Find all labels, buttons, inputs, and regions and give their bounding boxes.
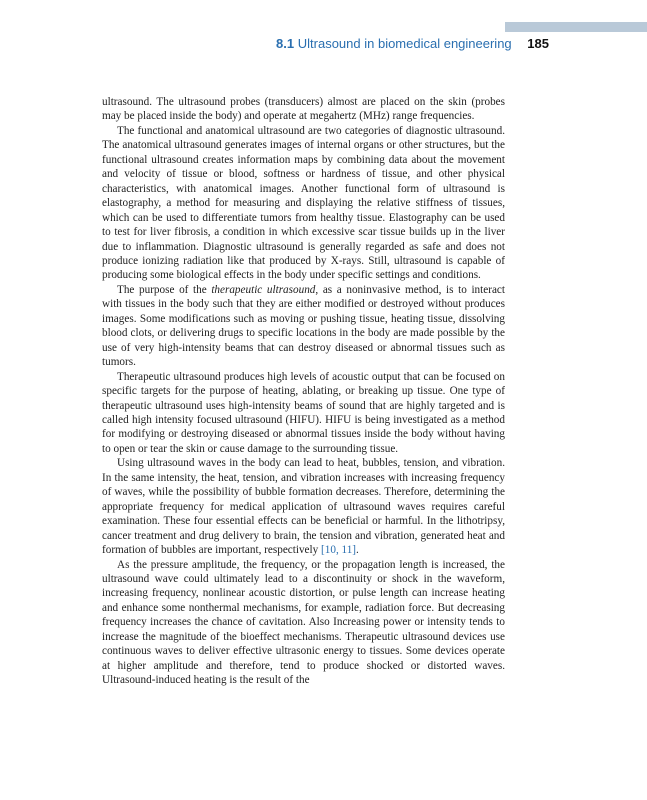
paragraph-3-rest: , as a noninvasive method, is to interact with tissues in the body such that they are either modified or destroyed without produces images. Some modifications such as moving or pushing tissue, heating tissue, dissolving blood clots, or delivering drugs to specific locations in the body are made possible by the use of very high-intensity beams that can destroy diseased or abnormal tissues such as tumors. xyxy=(102,283,505,369)
paragraph-2: The functional and anatomical ultrasound are two categories of diagnostic ultrasound. The anatomical ultrasound generates images of internal organs or other structures, but the functional ultrasound creates information maps by combining data about the movement and velocity of tissue or blood, softness or hardness of tissue, and other physical characteristics, with anatomical images. Another functional form of ultrasound is elastography, a method for measuring and displaying the relative stiffness of tissues, which can be used to differentiate tumors from healthy tissue. Elastography can be used to test for liver fibrosis, a condition in which excessive scar tissue builds up in the liver due to inflammation. Diagnostic ultrasound is generally regarded as safe and does not produce ionizing radiation like that produced by X-rays. Still, ultrasound is capable of producing some biological effects in the body under specific settings and conditions. xyxy=(102,124,505,282)
citation-link[interactable]: [10, 11] xyxy=(321,544,357,557)
paragraph-5 xyxy=(102,456,505,557)
section-title: Ultrasound in biomedical engineering xyxy=(297,36,512,51)
section-number: 8.1 xyxy=(276,36,295,51)
running-header xyxy=(0,35,549,53)
paragraph-5-text: Using ultrasound waves in the body can lead to heat, bubbles, tension, and vibration. In the same intensity, the heat, tension, and vibration increases with increasing frequency of waves, while the possibility of bubble formation decreases. Therefore, determining the appropriate frequency for medical application of ultrasound waves requires careful examination. These four essential effects can be beneficial or harmful. In the lithotripsy, cancer treatment and drug delivery to brain, the tension and vibration, generated heat and formation of bubbles are important, respectively xyxy=(102,457,505,557)
paragraph-4: Therapeutic ultrasound produces high levels of acoustic output that can be focused on specific targets for the purpose of heating, ablating, or breaking up tissue. One type of therapeutic ultrasound uses high-intensity beams of sound that are highly targeted and is called high intensity focused ultrasound (HIFU). HIFU is being investigated as a method for modifying or destroying diseased or abnormal tissues inside the body without having to open or tear the skin or cause damage to the surrounding tissue. xyxy=(102,370,505,455)
header-accent-bar xyxy=(505,22,647,32)
paragraph-1: ultrasound. The ultrasound probes (transducers) almost are placed on the skin (probes may be placed inside the body) and operate at megahertz (MHz) range frequencies. xyxy=(102,96,505,123)
paragraph-5-end: . xyxy=(356,544,359,557)
paragraph-3-start: The purpose of the xyxy=(117,283,212,296)
body-text xyxy=(102,95,505,688)
term-therapeutic-ultrasound: therapeutic ultrasound xyxy=(211,283,316,296)
paragraph-3 xyxy=(102,283,505,370)
paragraph-6: As the pressure amplitude, the frequency, or the propagation length is increased, the ultrasound wave could ultimately lead to a discontinuity or shock in the waveform, increasing frequency, nonlinear acoustic distortion, or pulse length can increase heating and enhance some nonthermal mechanisms, for example, radiation force. But decreasing frequency increases the chance of cavitation. Also Increasing power or intensity tends to increase the magnitude of the bioeffect mechanisms. Therapeutic ultrasound devices use continuous waves to deliver effective ultrasonic energy to tissues. Some devices operate at higher amplitude and therefore, tend to produce shocked or distorted waves. Ultrasound-induced heating is the result of the xyxy=(102,558,505,687)
page-number: 185 xyxy=(527,36,549,51)
